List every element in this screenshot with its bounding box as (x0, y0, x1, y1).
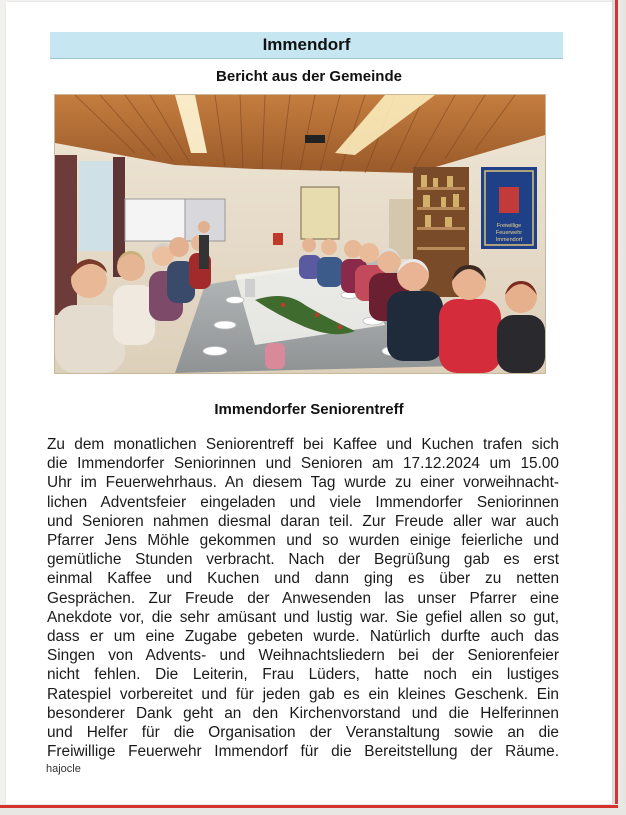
article-line: und Helfer für die Organisation der Veranstaltung sowie an die (47, 724, 559, 742)
banner-text-2: Feuerwehr (495, 230, 523, 236)
article-line: Ratespiel vorbereitet und für jeden gab es ein kleines Geschenk. Ein (47, 685, 559, 703)
magazine-page (6, 2, 612, 804)
article-line: und Senioren nahmen diesmal daran teil. Zur Freude aller war auch (47, 512, 559, 530)
article-line: Pfarrer Jens Möhle gekommen und so wurden einige feierliche und (47, 532, 559, 550)
article-line: lichen Adventsfeier eingeladen und viele Immendorfer Seniorinnen (47, 493, 559, 511)
section-title: Immendorf (262, 35, 351, 54)
article-line: Singen von Advents- und Weihnachtsliedern bei der Seniorenfeier (47, 647, 559, 665)
article-line: besonderer Dank geht an den Kirchenvorstand und die Helferinnen (47, 704, 559, 722)
page-subtitle: Bericht aus der Gemeinde (216, 68, 402, 85)
banner-text-1: Freiwillige (496, 223, 522, 229)
article-body (47, 435, 559, 761)
red-bottom-line (0, 805, 618, 808)
article-line: nicht fehlen. Die Leiterin, Frau Lüders, hatte noch ein lustiges (47, 666, 559, 684)
red-margin-line (615, 0, 618, 805)
article-line: Freiwillige Feuerwehr Immendorf für die Bereitstellung der Räume. (47, 743, 559, 761)
article-line: Gesprächen. Zur Freude der Anwesenden las unser Pfarrer eine (47, 589, 559, 607)
author-signature: hajocle (46, 763, 81, 775)
article-line: Anekdote vor, die sehr amüsant und lustig war. Sie gefiel allen so gut, (47, 608, 559, 626)
section-banner (50, 32, 563, 59)
article-heading: Immendorfer Seniorentreff (214, 401, 404, 418)
page-edge-bottom (0, 804, 626, 815)
article-line: einmal Kaffee und Kuchen und dann ging es über zu netten (47, 570, 559, 588)
banner-text-3: Immendorf (495, 237, 523, 243)
article-line: gemütliche Stunden verbracht. Nach der Begrüßung gab es erst (47, 551, 559, 569)
article-line: dass er um eine Zugabe gebeten wurde. Natürlich durfte auch das (47, 628, 559, 646)
article-line: Uhr im Feuerwehrhaus. An diesem Tag wurde zu einer vorweihnacht- (47, 474, 559, 492)
page-edge-right (612, 0, 626, 815)
article-line: die Immendorfer Seniorinnen und Senioren am 17.12.2024 um 15.00 (47, 455, 559, 473)
event-photo (54, 94, 546, 374)
article-line: Zu dem monatlichen Seniorentreff bei Kaffee und Kuchen trafen sich (47, 436, 559, 453)
